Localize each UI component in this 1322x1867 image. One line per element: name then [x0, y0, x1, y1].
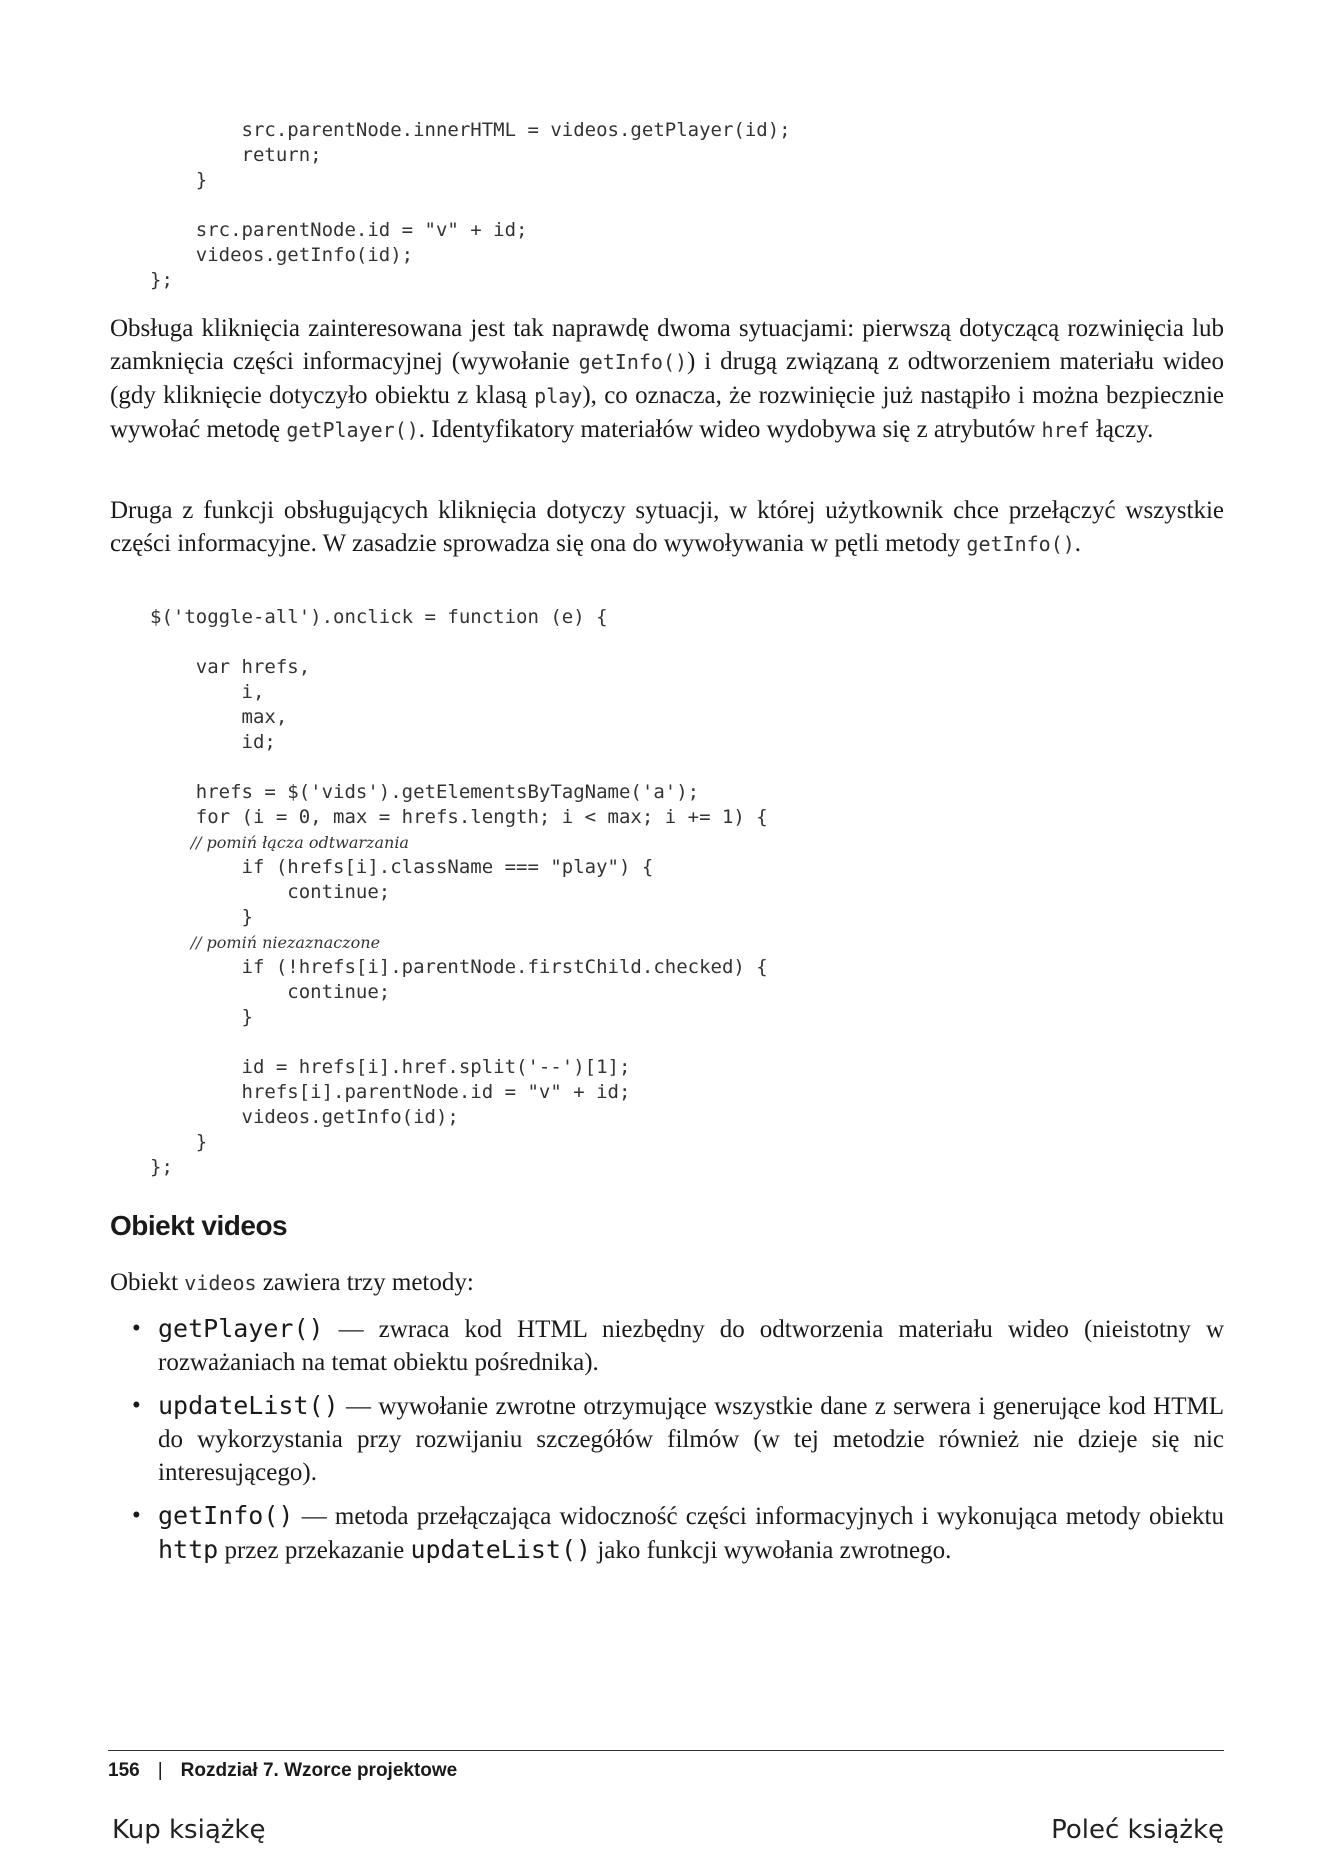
inline-code: href [1041, 418, 1090, 442]
code-lines: $('toggle-all').onclick = function (e) { var hrefs, i, max, id; hrefs = $('vids').getElementsByTagName('a'); for (i = 0, max = hrefs.length; i < max; i += 1) { [150, 606, 768, 828]
code-lines: if (!hrefs[i].parentNode.firstChild.checked) { continue; } id = hrefs[i].href.split('--')[1]; hrefs[i].parentNode.id = "v" + id; videos.getInfo(id); } }; [150, 956, 768, 1178]
inline-code: getInfo() [158, 1501, 294, 1530]
code-block-toggle-all [150, 605, 768, 1180]
list-item [110, 1389, 1224, 1489]
recommend-book-link[interactable]: Poleć książkę [1051, 1815, 1224, 1845]
bullet-icon: • [132, 1502, 141, 1529]
inline-code: getPlayer() [158, 1314, 324, 1343]
text: . [1074, 530, 1082, 557]
chapter-title: Rozdział 7. Wzorce projektowe [180, 1760, 458, 1781]
text: Obsługa kliknięcia zainteresowana jest tak naprawdę dwoma sytuacjami: pierwszą dotyczącą rozwinięcia lub zamknięcia części informacyjnej (wywołanie [110, 315, 1224, 375]
text: Obiekt [110, 1269, 185, 1296]
text: ) i drugą związaną z odtworzeniem materiału wideo (gdy kliknięcie dotyczyło obiektu z klasą [110, 348, 1224, 409]
text: — zwraca kod HTML niezbędny do odtworzenia materiału wideo (nieistotny w rozważaniach na temat obiektu pośrednika). [158, 1316, 1224, 1376]
inline-code: play [534, 384, 583, 408]
text: . Identyfikatory materiałów wideo wydobywa się z atrybutów [418, 416, 1042, 443]
code-lines: if (hrefs[i].className === "play") { continue; } [241, 856, 654, 928]
code-comment: // pomiń łącza odtwarzania [150, 833, 409, 852]
text: jako funkcji wywołania zwrotnego. [591, 1537, 952, 1564]
text: łączy. [1089, 416, 1154, 443]
paragraph-toggle-all [110, 494, 1224, 561]
inline-code: getInfo() [966, 532, 1075, 556]
text: — metoda przełączająca widoczność części informacyjnych i wykonująca metody obiektu [293, 1503, 1224, 1530]
paragraph-videos-intro [110, 1266, 1224, 1300]
text: Druga z funkcji obsługujących kliknięcia dotyczy sytuacji, w której użytkownik chce przełączyć wszystkie części informacyjne. W zasadzie sprowadza się ona do wywoływania w pętli metody [110, 497, 1224, 557]
footer-separator: | [157, 1760, 163, 1781]
bullet-icon: • [132, 1392, 141, 1419]
text: przez przekazanie [218, 1537, 411, 1564]
page-number: 156 [108, 1760, 140, 1781]
inline-code: videos [184, 1271, 257, 1295]
text: ), co oznacza, że rozwinięcie już nastąpiło i można bezpiecznie wywołać metodę [110, 382, 1224, 443]
list-item [110, 1499, 1224, 1567]
text: — wywołanie zwrotne otrzymujące wszystkie dane z serwera i generujące kod HTML do wykorzystania przy rozwijaniu szczegółów filmów (w tej metodzie również nie dzieje się nic interesującego). [158, 1393, 1224, 1486]
code-comment: // pomiń niezaznaczone [150, 933, 381, 952]
text: zawiera trzy metody: [256, 1269, 474, 1296]
buy-book-link[interactable]: Kup książkę [112, 1815, 266, 1845]
inline-code: getInfo() [578, 350, 688, 374]
list-item [110, 1312, 1224, 1379]
bullet-icon: • [132, 1315, 141, 1342]
section-heading: Obiekt videos [110, 1210, 288, 1241]
paragraph-click-handling [110, 312, 1224, 447]
inline-code: getPlayer() [286, 418, 419, 442]
inline-code: updateList() [158, 1391, 339, 1420]
footer-divider [108, 1750, 1224, 1751]
page-footer [108, 1760, 457, 1782]
methods-list [110, 1312, 1224, 1577]
inline-code: updateList() [410, 1535, 592, 1564]
code-block-top: src.parentNode.innerHTML = videos.getPlayer(id); return; } src.parentNode.id = "v" + id; videos.getInfo(id); }; [150, 119, 791, 291]
inline-code: http [158, 1535, 219, 1564]
